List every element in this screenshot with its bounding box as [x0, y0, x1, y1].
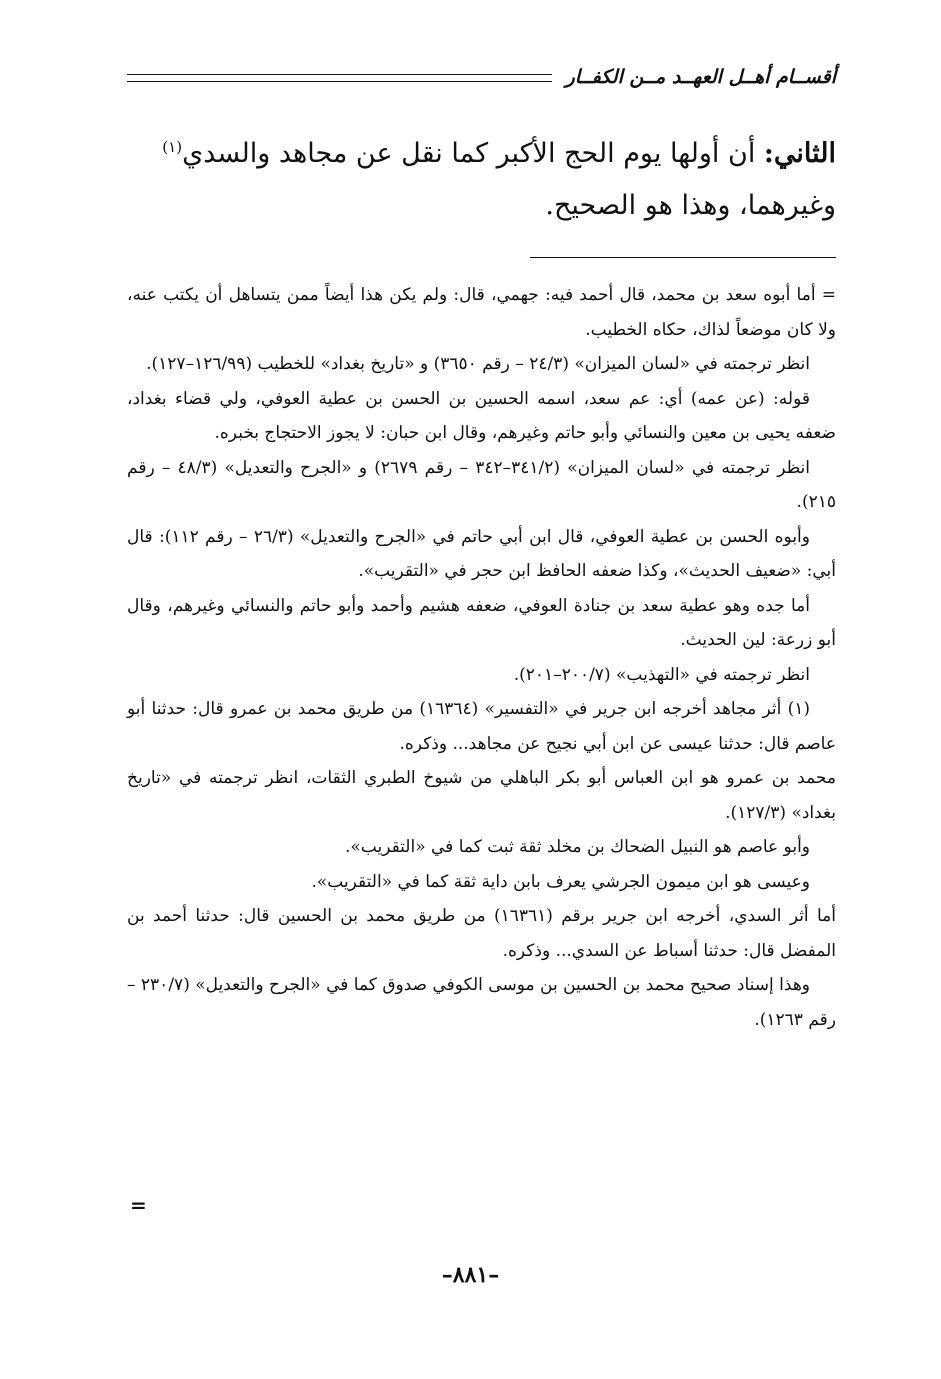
main-text-body: أن أولها يوم الحج الأكبر كما نقل عن مجاهد والسدي: [182, 138, 764, 169]
footnote-paragraph: (١) أثر مجاهد أخرجه ابن جرير في «التفسير» (١٦٣٦٤) من طريق محمد بن عمرو قال: حدثنا أبو عاصم قال: حدثنا عيسى عن ابن أبي نجيح عن مجاهد... وذكره.: [127, 699, 836, 754]
footnote-paragraph: محمد بن عمرو هو ابن العباس أبو بكر الباهلي من شيوخ الطبري الثقات، انظر ترجمته في «تاريخ بغداد» (١٢٧/٣).: [127, 768, 836, 823]
footnote-paragraph: انظر ترجمته في «لسان الميزان» (٢٤/٣ – رقم ٣٦٥٠) و «تاريخ بغداد» للخطيب (١٢٦/٩٩–١٢٧).: [146, 354, 810, 374]
header-title: أقســام أهــل العهــد مــن الكفــار: [565, 66, 836, 88]
footnote-separator: [530, 257, 836, 258]
main-text: [127, 128, 836, 232]
main-line-1: [127, 128, 836, 180]
footnote-paragraph: وأبوه الحسن بن عطية العوفي، قال ابن أبي حاتم في «الجرح والتعديل» (٢٦/٣ – رقم ١١٢): قال أبي: «ضعيف الحديث»، وكذا ضعفه الحافظ ابن حجر في «التقريب».: [127, 526, 836, 581]
footnote-paragraph: قوله: (عن عمه) أي: عم سعد، اسمه الحسين بن الحسن بن عطية العوفي، ولي قضاء بغداد، ضعفه يحيى بن معين والنسائي وأبو حاتم وغيرهم، وقال ابن حبان: لا يجوز الاحتجاج بخبره.: [127, 388, 836, 443]
continuation-mark: =: [130, 1193, 147, 1217]
footnote-paragraph: انظر ترجمته في «لسان الميزان» (٣٤١/٢–٣٤٢ – رقم ٢٦٧٩) و «الجرح والتعديل» (٤٨/٣ – رقم ٢١٥).: [127, 457, 836, 512]
main-line-2: وغيرهما، وهذا هو الصحيح.: [545, 190, 836, 221]
footnote-paragraph: أما أثر السدي، أخرجه ابن جرير برقم (١٦٣٦١) من طريق محمد بن الحسين قال: حدثنا أحمد بن المفضل قال: حدثنا أسباط عن السدي... وذكره.: [127, 906, 836, 961]
main-lead: الثاني:: [763, 138, 836, 169]
footnote-ref: (١): [162, 138, 183, 156]
footnote-paragraph: وأبو عاصم هو النبيل الضحاك بن مخلد ثقة ثبت كما في «التقريب».: [344, 837, 810, 857]
footnotes: [127, 278, 836, 1037]
footnote-paragraph: وهذا إسناد صحيح محمد بن الحسين بن موسى الكوفي صدوق كما في «الجرح والتعديل» (٢٣٠/٧ – رقم ١٢٦٣).: [127, 975, 836, 1030]
footnote-paragraph: وعيسى هو ابن ميمون الجرشي يعرف بابن داية ثقة كما في «التقريب».: [311, 871, 810, 892]
running-header: [127, 62, 836, 92]
header-rule: [127, 74, 552, 82]
page-number: –٨٨١–: [441, 1262, 500, 1288]
footnote-paragraph: أما جده وهو عطية سعد بن جنادة العوفي، ضعفه هشيم وأحمد وأبو حاتم والنسائي وغيرهم، وقال أبو زرعة: لين الحديث.: [127, 595, 836, 650]
footnote-paragraph: انظر ترجمته في «التهذيب» (٢٠٠/٧–٢٠١).: [513, 664, 810, 685]
footnote-paragraph: = أما أبوه سعد بن محمد، قال أحمد فيه: جهمي، قال: ولم يكن هذا أيضاً ممن يتساهل أن يكتب عنه، ولا كان موضعاً لذاك، حكاه الخطيب.: [127, 285, 836, 340]
